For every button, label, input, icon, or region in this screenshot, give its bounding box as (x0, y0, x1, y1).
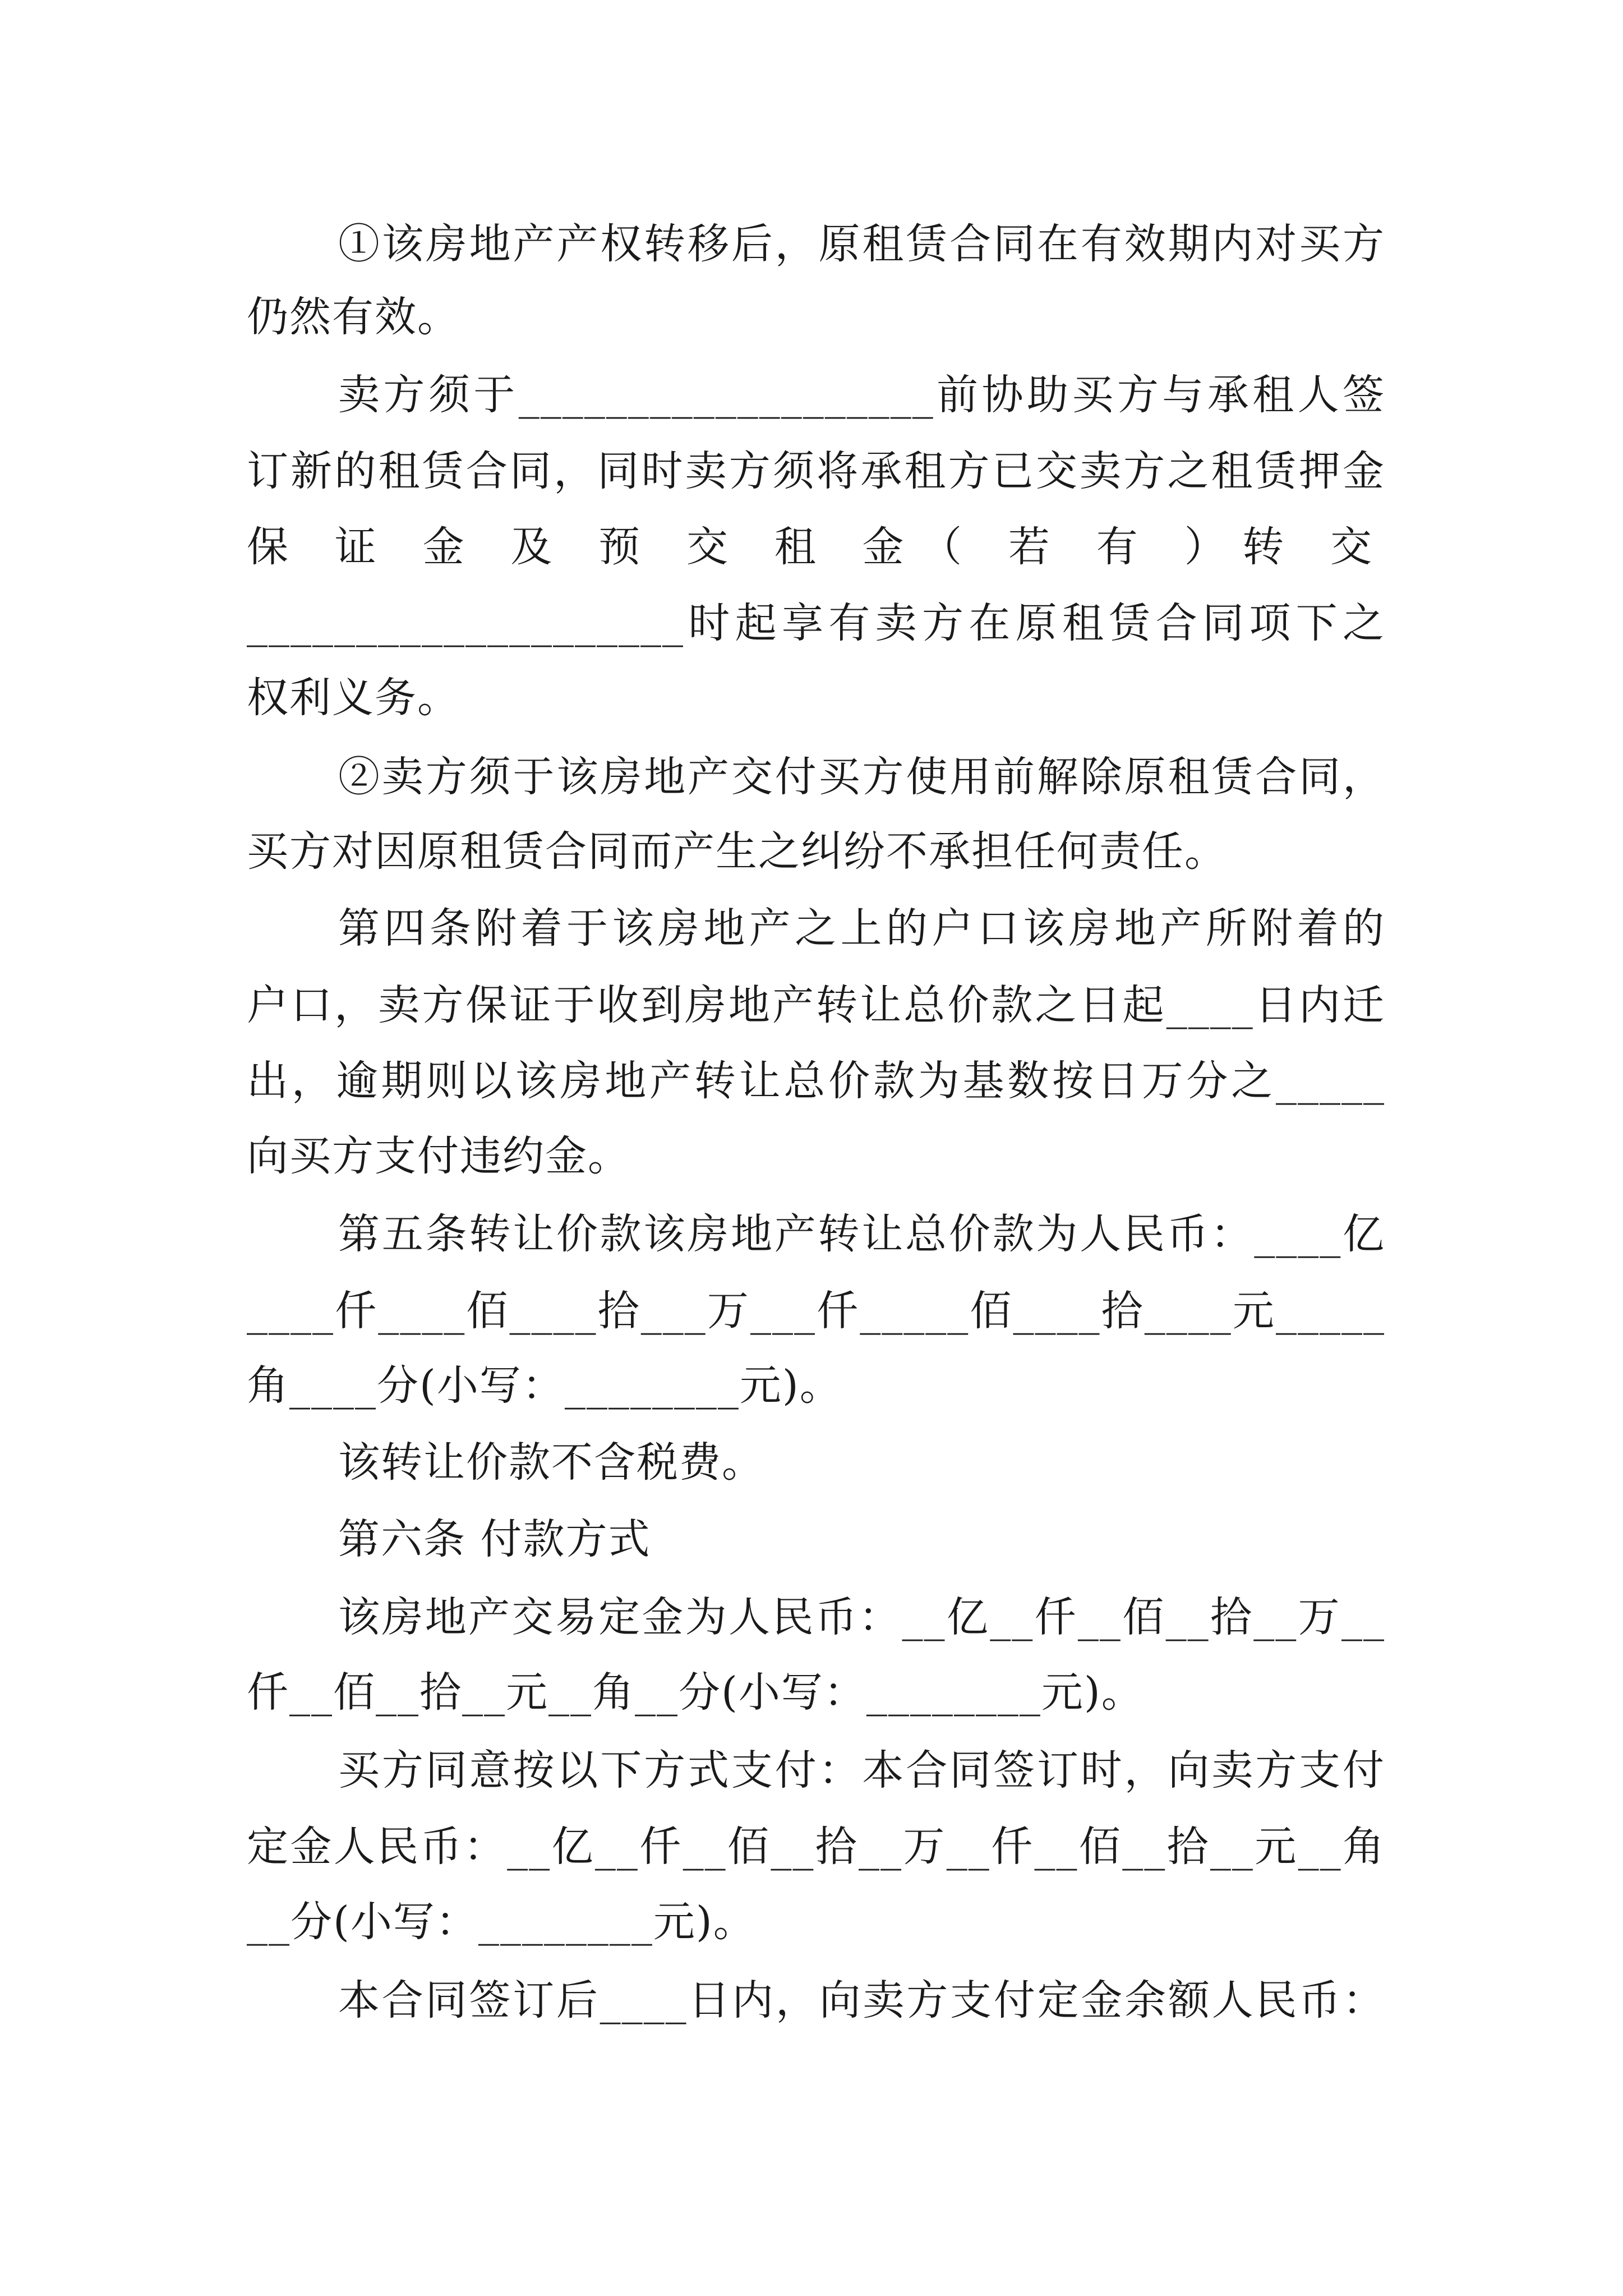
text-line: 定金人民币：__亿__仟__佰__拾__万__仟__佰__拾__元__角 (247, 1823, 1385, 1871)
text-line: 角____分(小写：________元)。 (247, 1361, 842, 1410)
text-line: ①该房地产产权转移后，原租赁合同在有效期内对买方 (338, 220, 1385, 268)
text-line: 第四条附着于该房地产之上的户口该房地产所附着的 (338, 904, 1385, 953)
text-line: 仟__佰__拾__元__角__分(小写：________元)。 (247, 1668, 1144, 1717)
text-line: __分(小写：________元)。 (247, 1898, 756, 1946)
text-line: 第六条 付款方式 (338, 1515, 651, 1563)
text-line: 户口，卖方保证于收到房地产转让总价款之日起____日内迁 (247, 981, 1385, 1029)
text-line: ②卖方须于该房地产交付买方使用前解除原租赁合同， (338, 753, 1385, 801)
text-line: 权利义务。 (247, 674, 460, 722)
text-line: 买方对因原租赁合同而产生之纠纷不承担任何责任。 (247, 827, 1227, 876)
text-line: 订新的租赁合同，同时卖方须将承租方已交卖方之租赁押金 (247, 447, 1385, 495)
text-line: 该房地产交易定金为人民币：__亿__仟__佰__拾__万__ (338, 1593, 1385, 1641)
text-line: ____________________时起享有卖方在原租赁合同项下之 (247, 599, 1385, 647)
text-line: 仍然有效。 (247, 293, 460, 341)
text-line: 出，逾期则以该房地产转让总价款为基数按日万分之_____ (247, 1057, 1385, 1105)
text-line: 本合同签订后____日内，向卖方支付定金余额人民币： (338, 1976, 1385, 2024)
text-line: 向买方支付违约金。 (247, 1132, 630, 1180)
text-line: 卖方须于___________________前协助买方与承租人签 (338, 371, 1385, 419)
text-line: 第五条转让价款该房地产转让总价款为人民币：____亿 (338, 1210, 1385, 1258)
text-line: 买方同意按以下方式支付：本合同签订时，向卖方支付 (338, 1746, 1385, 1795)
text-line: 保 证 金 及 预 交 租 金（ 若 有 ）转 交 (247, 523, 1385, 571)
text-line: 该转让价款不含税费。 (338, 1438, 764, 1487)
text-line: ____仟____佰____拾___万___仟_____佰____拾____元_____ (247, 1287, 1385, 1335)
